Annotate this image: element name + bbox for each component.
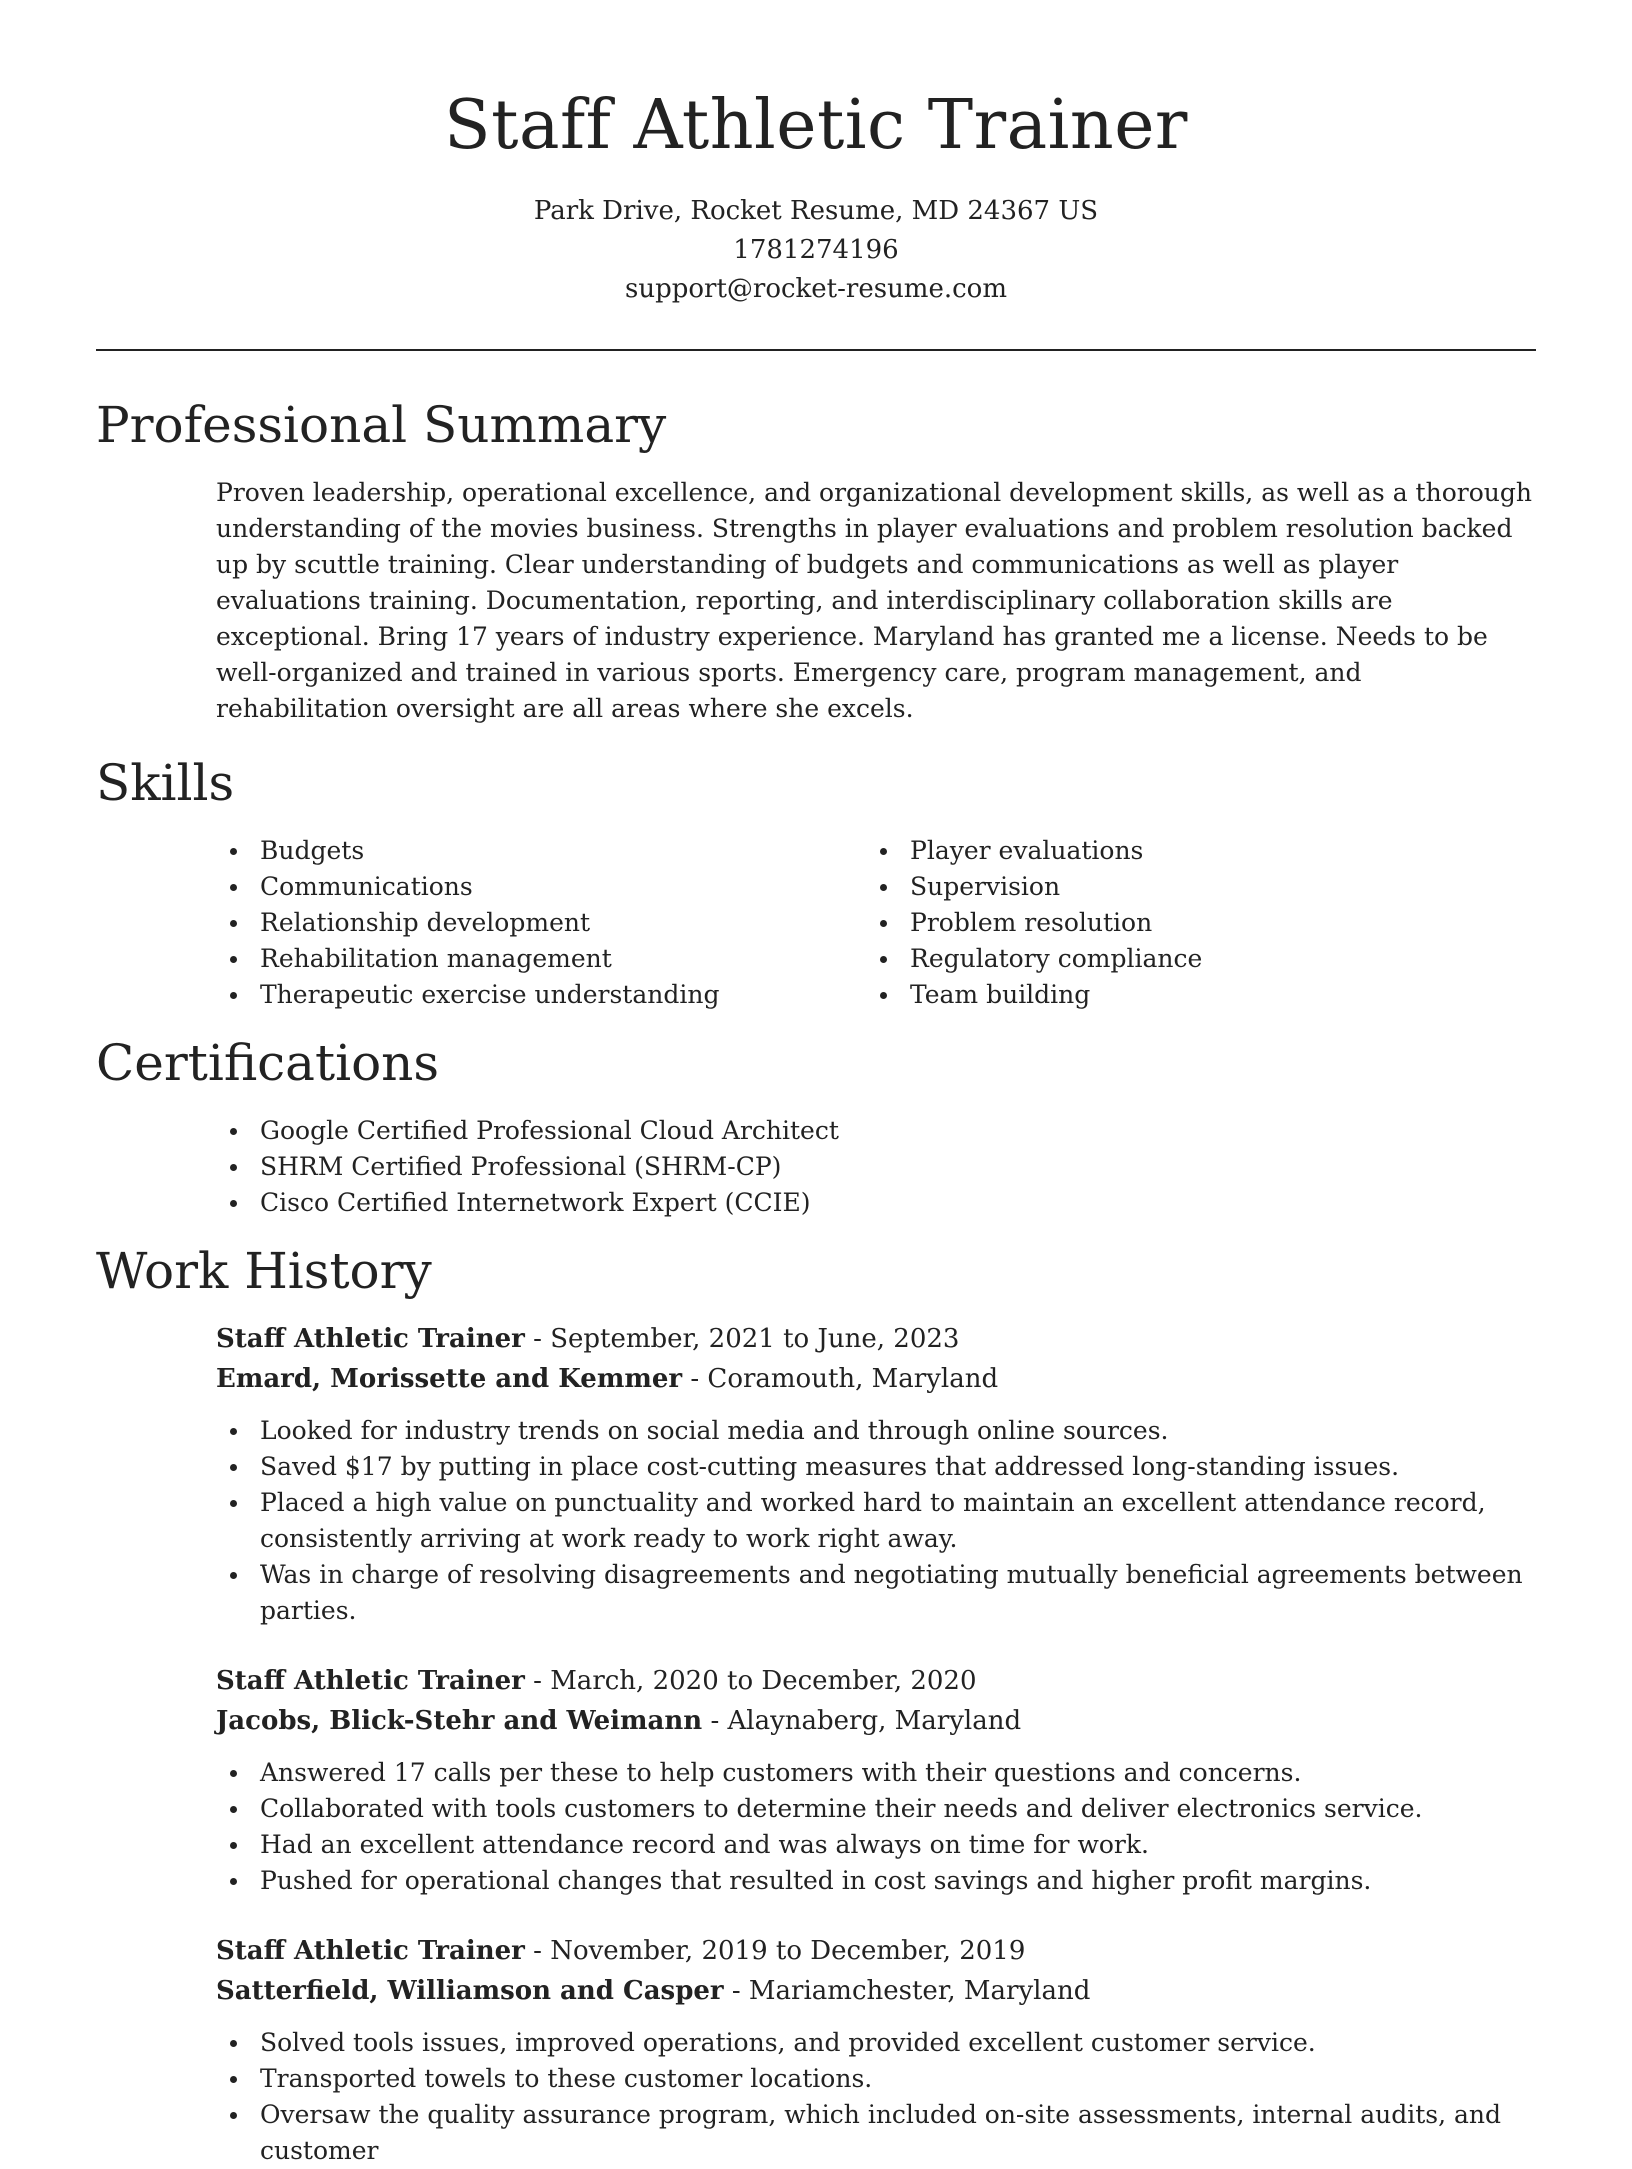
- certification-item: SHRM Certified Professional (SHRM-CP): [260, 1149, 1536, 1185]
- skill-item: Supervision: [910, 869, 1516, 905]
- job-company: Emard, Morissette and Kemmer: [216, 1364, 683, 1394]
- job-dates: - November, 2019 to December, 2019: [524, 1936, 1026, 1966]
- summary-heading: Professional Summary: [96, 396, 667, 454]
- certifications-heading: Certifications: [96, 1034, 440, 1092]
- job-company-line: [216, 1359, 1536, 1399]
- skills-column-right: [866, 833, 1516, 1013]
- skill-item: Rehabilitation management: [260, 941, 866, 977]
- skills-list-left: [216, 833, 866, 1013]
- job-bullet: Solved tools issues, improved operations, and provided excellent customer service.: [260, 2025, 1580, 2061]
- page-title: Staff Athletic Trainer: [444, 86, 1188, 165]
- job-title-line: [216, 1931, 1536, 1971]
- skills-list-right: [866, 833, 1516, 1013]
- job-role: Staff Athletic Trainer: [216, 1324, 525, 1354]
- job-bullet: Collaborated with tools customers to determine their needs and deliver electronics service.: [260, 1791, 1580, 1827]
- job-title-line: [216, 1661, 1536, 1701]
- job-bullets: [216, 2025, 1580, 2169]
- job-bullets: [216, 1413, 1580, 1629]
- work-history-section: [96, 1241, 1536, 2169]
- job-entry: [216, 1661, 1536, 1899]
- skills-grid: [216, 833, 1536, 1013]
- skills-section: [96, 753, 1536, 1013]
- skills-column-left: [216, 833, 866, 1013]
- job-company: Jacobs, Blick-Stehr and Weimann: [216, 1706, 703, 1736]
- job-location: - Mariamchester, Maryland: [723, 1976, 1091, 2006]
- skill-item: Player evaluations: [910, 833, 1516, 869]
- phone-text: 1781274196: [733, 235, 899, 265]
- job-company-line: [216, 1701, 1536, 1741]
- skill-item: Relationship development: [260, 905, 866, 941]
- resume-header: [96, 0, 1536, 309]
- job-bullets: [216, 1755, 1580, 1899]
- job-title-line: [216, 1319, 1536, 1359]
- job-entry: [216, 1319, 1536, 1629]
- certification-item: Google Certified Professional Cloud Architect: [260, 1113, 1536, 1149]
- email-text: support@rocket-resume.com: [624, 274, 1007, 304]
- certifications-list: [216, 1113, 1536, 1221]
- job-bullet: Had an excellent attendance record and was always on time for work.: [260, 1827, 1580, 1863]
- skills-heading: Skills: [96, 754, 235, 812]
- job-entry: [216, 1931, 1536, 2169]
- address-text: Park Drive, Rocket Resume, MD 24367 US: [533, 196, 1099, 226]
- resume-page: [96, 0, 1536, 2169]
- skill-item: Communications: [260, 869, 866, 905]
- header-divider: [96, 349, 1536, 351]
- job-bullet: Answered 17 calls per these to help customers with their questions and concerns.: [260, 1755, 1580, 1791]
- job-company-line: [216, 1971, 1536, 2011]
- skill-item: Therapeutic exercise understanding: [260, 977, 866, 1013]
- certifications-section: [96, 1033, 1536, 1221]
- skill-item: Budgets: [260, 833, 866, 869]
- skill-item: Problem resolution: [910, 905, 1516, 941]
- job-bullet: Oversaw the quality assurance program, which included on-site assessments, internal audits, and customer: [260, 2097, 1580, 2169]
- job-role: Staff Athletic Trainer: [216, 1666, 525, 1696]
- job-location: - Coramouth, Maryland: [682, 1364, 999, 1394]
- job-bullet: Transported towels to these customer locations.: [260, 2061, 1580, 2097]
- job-dates: - March, 2020 to December, 2020: [524, 1666, 977, 1696]
- certification-item: Cisco Certified Internetwork Expert (CCIE): [260, 1185, 1536, 1221]
- job-bullet: Was in charge of resolving disagreements and negotiating mutually beneficial agreements between parties.: [260, 1557, 1580, 1629]
- job-bullet: Placed a high value on punctuality and worked hard to maintain an excellent attendance record, consistently arriving at work ready to work right away.: [260, 1485, 1580, 1557]
- job-location: - Alaynaberg, Maryland: [702, 1706, 1022, 1736]
- work-history-heading: Work History: [96, 1242, 432, 1300]
- job-bullet: Pushed for operational changes that resulted in cost savings and higher profit margins.: [260, 1863, 1580, 1899]
- job-dates: - September, 2021 to June, 2023: [524, 1324, 960, 1354]
- summary-section: [96, 395, 1536, 727]
- skill-item: Team building: [910, 977, 1516, 1013]
- summary-text: Proven leadership, operational excellence, and organizational development skills, as well as a thorough understanding of the movies business. Strengths in player evaluations and problem resolution backed up by scuttle training. Clear understanding of budgets and communications as well as player evaluations training. Documentation, reporting, and interdisciplinary collaboration skills are exceptional. Bring 17 years of industry experience. Maryland has granted me a license. Needs to be well-organized and trained in various sports. Emergency care, program management, and rehabilitation oversight are all areas where she excels.: [216, 478, 1532, 723]
- job-bullet: Saved $17 by putting in place cost-cutting measures that addressed long-standing issues.: [260, 1449, 1580, 1485]
- job-company: Satterfield, Williamson and Casper: [216, 1976, 724, 2006]
- job-role: Staff Athletic Trainer: [216, 1936, 525, 1966]
- contact-block: [96, 192, 1536, 309]
- job-bullet: Looked for industry trends on social media and through online sources.: [260, 1413, 1580, 1449]
- skill-item: Regulatory compliance: [910, 941, 1516, 977]
